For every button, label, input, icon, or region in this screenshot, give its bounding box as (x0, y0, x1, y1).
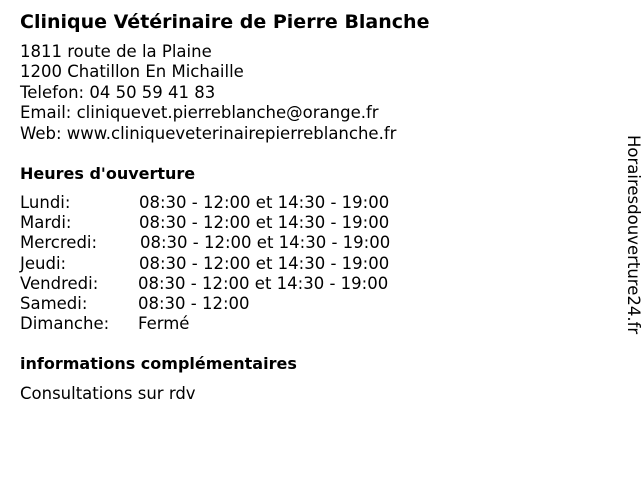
time-range: 08:30 - 12:00 et 14:30 - 19:00 (139, 213, 390, 233)
opening-hours-heading: Heures d'ouverture (20, 164, 196, 183)
time-range: 08:30 - 12:00 (138, 293, 250, 313)
time-range: 08:30 - 12:00 et 14:30 - 19:00 (139, 253, 390, 273)
hours-row-friday (20, 274, 440, 294)
time-range: 08:30 - 12:00 et 14:30 - 19:00 (140, 233, 391, 253)
web-line: Web: www.cliniqueveterinairepierreblanche.fr (20, 123, 397, 143)
hours-row-saturday (20, 294, 440, 314)
clinic-name: Clinique Vétérinaire de Pierre Blanche (20, 11, 430, 33)
opening-hours-table (20, 193, 440, 334)
hours-row-wednesday (20, 233, 440, 253)
day-label: Mercredi: (20, 233, 98, 253)
day-label: Samedi: (20, 293, 88, 313)
hours-row-tuesday (20, 213, 440, 233)
email-line: Email: cliniquevet.pierreblanche@orange.fr (20, 103, 379, 123)
site-watermark: Horairesdouverture24.fr (624, 135, 643, 335)
day-label: Mardi: (20, 213, 72, 233)
day-label: Lundi: (20, 193, 71, 212)
additional-info-heading: informations complémentaires (20, 354, 297, 373)
phone-line: Telefon: 04 50 59 41 83 (20, 82, 216, 102)
hours-row-thursday (20, 254, 440, 274)
address-line-2: 1200 Chatillon En Michaille (20, 62, 244, 82)
time-range: Fermé (138, 314, 190, 334)
hours-row-monday (20, 193, 440, 213)
day-label: Dimanche: (20, 314, 110, 334)
contact-block (20, 42, 396, 144)
address-line-1: 1811 route de la Plaine (20, 42, 212, 61)
hours-row-sunday (20, 314, 440, 334)
time-range: 08:30 - 12:00 et 14:30 - 19:00 (139, 193, 390, 212)
time-range: 08:30 - 12:00 et 14:30 - 19:00 (138, 273, 389, 293)
day-label: Jeudi: (20, 253, 67, 273)
additional-info-text: Consultations sur rdv (20, 384, 196, 403)
day-label: Vendredi: (20, 273, 99, 293)
